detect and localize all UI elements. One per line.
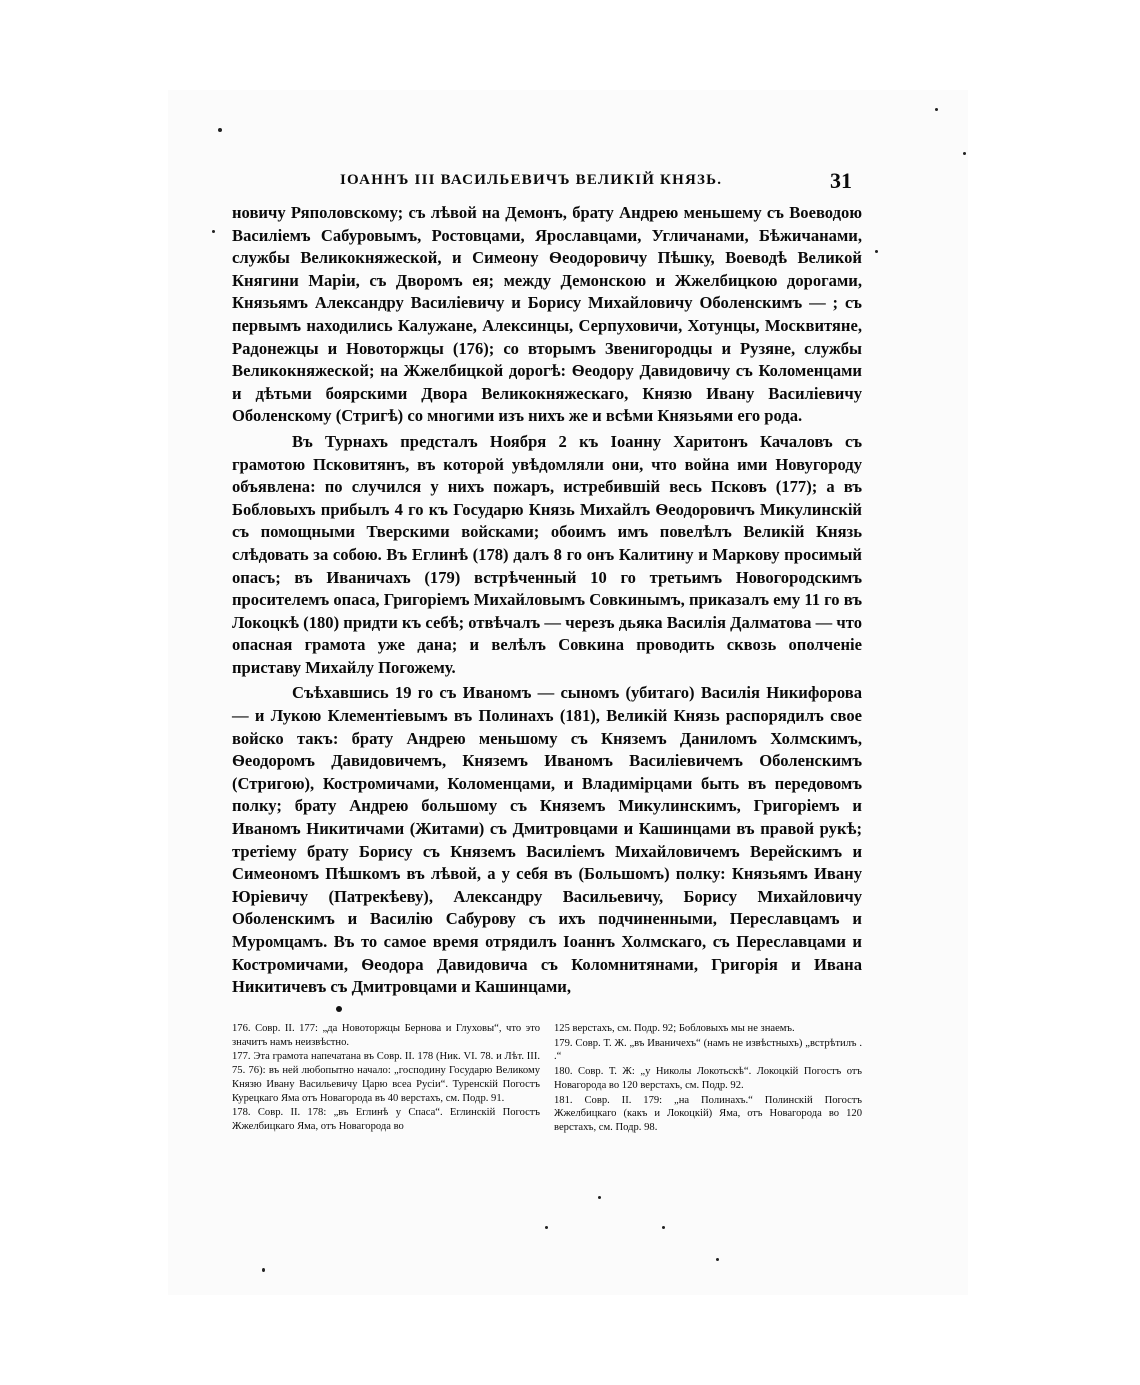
speck-mark (963, 152, 966, 155)
footnote: 177. Эта грамота напечатана въ Совр. II. 178 (Ник. VI. 78. и Лѣт. III. 75. 76): въ ней любопытно начало: „господину Государю Великому Князю Ивану Васильевичу Царю всеа Русіи“. Туренскій Погостъ Курецкаго Яма отъ Новагорода въ 40 верстахъ, см. Подр. 91. (232, 1051, 540, 1104)
footnotes-right-column (554, 1022, 862, 1136)
footnote: 181. Совр. II. 179: „на Полинахъ.“ Полинскій Погостъ Жжелбицкаго (какъ и Локоцкій) Яма, отъ Новагорода во 120 верстахъ, см. Подр. 98. (554, 1094, 862, 1133)
paragraph: Въ Турнахъ предсталъ Ноября 2 къ Іоанну Харитонъ Качаловъ съ грамотою Псковитянъ, въ которой увѣдомляли они, что война ими Новугороду объявлена: по случился у нихъ пожаръ, истребившій весь Псковъ (177); а въ Бобловыхъ прибылъ 4 го къ Государю Князь Михайлъ Ѳеодоровичъ Микулинскій съ помощными Тверскими войсками; обоимъ имъ повелѣлъ Великій Князь слѣдовать за собою. Въ Еглинѣ (178) далъ 8 го онъ Калитину и Маркову просимый опасъ; въ Иваничахъ (179) встрѣченный 10 го третьимъ Новогородскимъ просителемъ опаса, Григоріемъ Михайловымъ Совкинымъ, приказалъ ему 11 го въ Локоцкѣ (180) придти къ себѣ; отвѣчалъ — черезъ дьяка Василія Далматова — что опасная грамота уже дана; и велѣлъ Совкина проводить сквозь ополченіе приставу Михайлу Погожему. (232, 431, 862, 677)
paragraph: новичу Ряполовскому; съ лѣвой на Демонъ, брату Андрею меньшему съ Воеводою Василіемъ Сабуровымъ, Ростовцами, Ярославцами, Угличанами, Бѣжичанами, службы Великокняжеской, и Симеону Ѳеодоровичу Пѣшку, Воеводѣ Великой Княгини Маріи, съ Дворомъ ея; между Демонскою и Жжелбицкою дорогами, Князьямъ Александру Василіевичу и Борису Михайловичу Оболенскимъ — ; съ первымъ находились Калужане, Алексинцы, Серпуховичи, Хотунцы, Москвитяне, Радонежцы и Новоторжцы (176); со вторымъ Звенигородцы и Рузяне, службы Великокняжеской; на Жжелбицкой дорогѣ: Ѳеодору Давидовичу съ Коломенцами и дѣтьми боярскими Двора Великокняжескаго, Князю Ивану Василіевичу Оболенскому (Стригѣ) со многими изъ нихъ же и всѣми Князьями его рода. (232, 203, 862, 426)
footnote: 180. Совр. Т. Ж: „у Николы Локотьскѣ“. Локоцкій Погостъ отъ Новагорода во 120 верстахъ, см. Подр. 92. (554, 1066, 862, 1091)
speck-mark (262, 1268, 265, 1272)
speck-mark (212, 230, 215, 233)
footnote: 178. Совр. II. 178: „въ Еглинѣ у Спаса“. Еглинскій Погостъ Жжелбицкаго Яма, отъ Новагорода во (232, 1107, 540, 1132)
speck-mark (875, 250, 878, 253)
speck-mark (935, 108, 938, 111)
speck-mark (545, 1226, 548, 1229)
footnotes (232, 1022, 862, 1136)
speck-mark (218, 128, 222, 132)
footnote-separator-mark (336, 1006, 342, 1012)
running-header (232, 168, 872, 202)
speck-mark (662, 1226, 665, 1229)
footnote: 179. Совр. Т. Ж. „въ Иваничехъ“ (намъ не извѣстныхъ) „встрѣтилъ . .“ (554, 1037, 862, 1063)
speck-mark (598, 1196, 601, 1199)
footnotes-left-column (232, 1022, 540, 1136)
page-number: 31 (830, 168, 852, 193)
speck-mark (716, 1258, 719, 1261)
footnote: 176. Совр. II. 177: „да Новоторжцы Бернова и Глуховы“, что это значитъ намъ неизвѣстно. (232, 1023, 540, 1048)
paragraph: Съѣхавшись 19 го съ Иваномъ — сыномъ (убитаго) Василія Никифорова — и Лукою Клементіевымъ въ Полинахъ (181), Великій Князь распорядилъ свое войско такъ: брату Андрею меньшому съ Княземъ Даниломъ Холмскимъ, Ѳеодоромъ Давидовичемъ, Княземъ Иваномъ Василіевичемъ Оболенскимъ (Стригою), Костромичами, Коломенцами, и Владимірцами быть въ передовомъ полку; брату Андрею большому съ Княземъ Микулинскимъ, Григоріемъ и Иваномъ Никитичами (Житами) съ Дмитровцами и Кашинцами въ правой рукѣ; третіему брату Борису съ Княземъ Василіемъ Михайловичемъ Верейскимъ и Симеономъ Пѣшкомъ въ лѣвой, а у себя въ (Большомъ) полку: Князьямъ Ивану Юріевичу (Патрекѣеву), Александру Васильевичу, Борису Михайловичу Оболенскимъ и Василію Сабурову съ ихъ подчиненными, Переславцамъ и Муромцамъ. Въ то самое время отрядилъ Іоаннъ Холмскаго, съ Переславцами и Костромичами, Ѳеодора Давидовича съ Коломнитянами, Григорія и Ивана Никитичевъ съ Дмитровцами и Кашинцами, (232, 683, 862, 997)
footnote: 125 верстахъ, см. Подр. 92; Бобловыхъ мы не знаемъ. (554, 1023, 795, 1034)
main-text (232, 202, 862, 1002)
running-title: ІОАННЪ ІІІ ВАСИЛЬЕВИЧЪ ВЕЛИКІЙ КНЯЗЬ. (340, 172, 723, 188)
